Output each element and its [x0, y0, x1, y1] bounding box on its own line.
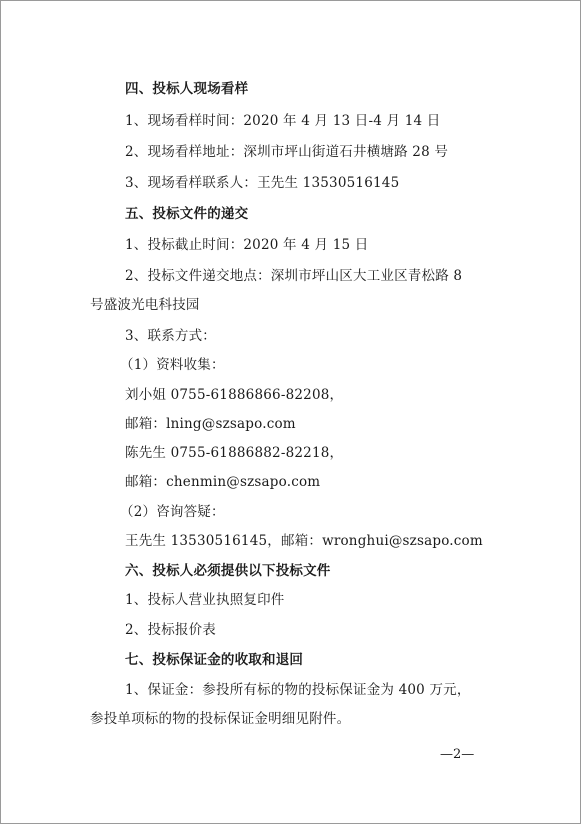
section5-item1: 1、投标截止时间：2020 年 4 月 15 日 — [125, 237, 369, 253]
contact1-name: 刘小姐 0755-61886866-82208， — [125, 387, 344, 403]
section5-sub2: （2）咨询答疑： — [120, 504, 225, 520]
section7-item1-line1: 1、保证金：参投所有标的物的投标保证金为 400 万元， — [125, 682, 471, 698]
section7-item1-line2: 参投单项标的物的投标保证金明细见附件。 — [90, 711, 351, 727]
page-number: —2— — [440, 747, 475, 762]
section5-item3: 3、联系方式： — [125, 328, 216, 344]
contact3: 王先生 13530516145，邮箱：wronghui@szsapo.com — [125, 533, 483, 549]
contact2-name: 陈先生 0755-61886882-82218， — [125, 445, 344, 461]
section6-heading: 六、投标人必须提供以下投标文件 — [125, 563, 331, 579]
section4-item1: 1、现场看样时间：2020 年 4 月 13 日-4 月 14 日 — [125, 113, 441, 129]
contact1-email: 邮箱：lning@szsapo.com — [125, 416, 296, 432]
section7-heading: 七、投标保证金的收取和退回 — [125, 652, 304, 668]
section4-item2: 2、现场看样地址：深圳市坪山街道石井横塘路 28 号 — [125, 144, 449, 160]
section5-item2-line1: 2、投标文件递交地点：深圳市坪山区大工业区青松路 8 — [125, 268, 463, 284]
section4-item3: 3、现场看样联系人：王先生 13530516145 — [125, 175, 400, 191]
section5-sub1: （1）资料收集： — [120, 357, 225, 373]
section6-item1: 1、投标人营业执照复印件 — [125, 592, 285, 608]
section5-heading: 五、投标文件的递交 — [125, 206, 249, 222]
section4-heading: 四、投标人现场看样 — [125, 81, 249, 97]
section6-item2: 2、投标报价表 — [125, 622, 216, 638]
section5-item2-line2: 号盛波光电科技园 — [90, 297, 200, 313]
contact2-email: 邮箱：chenmin@szsapo.com — [125, 474, 321, 490]
